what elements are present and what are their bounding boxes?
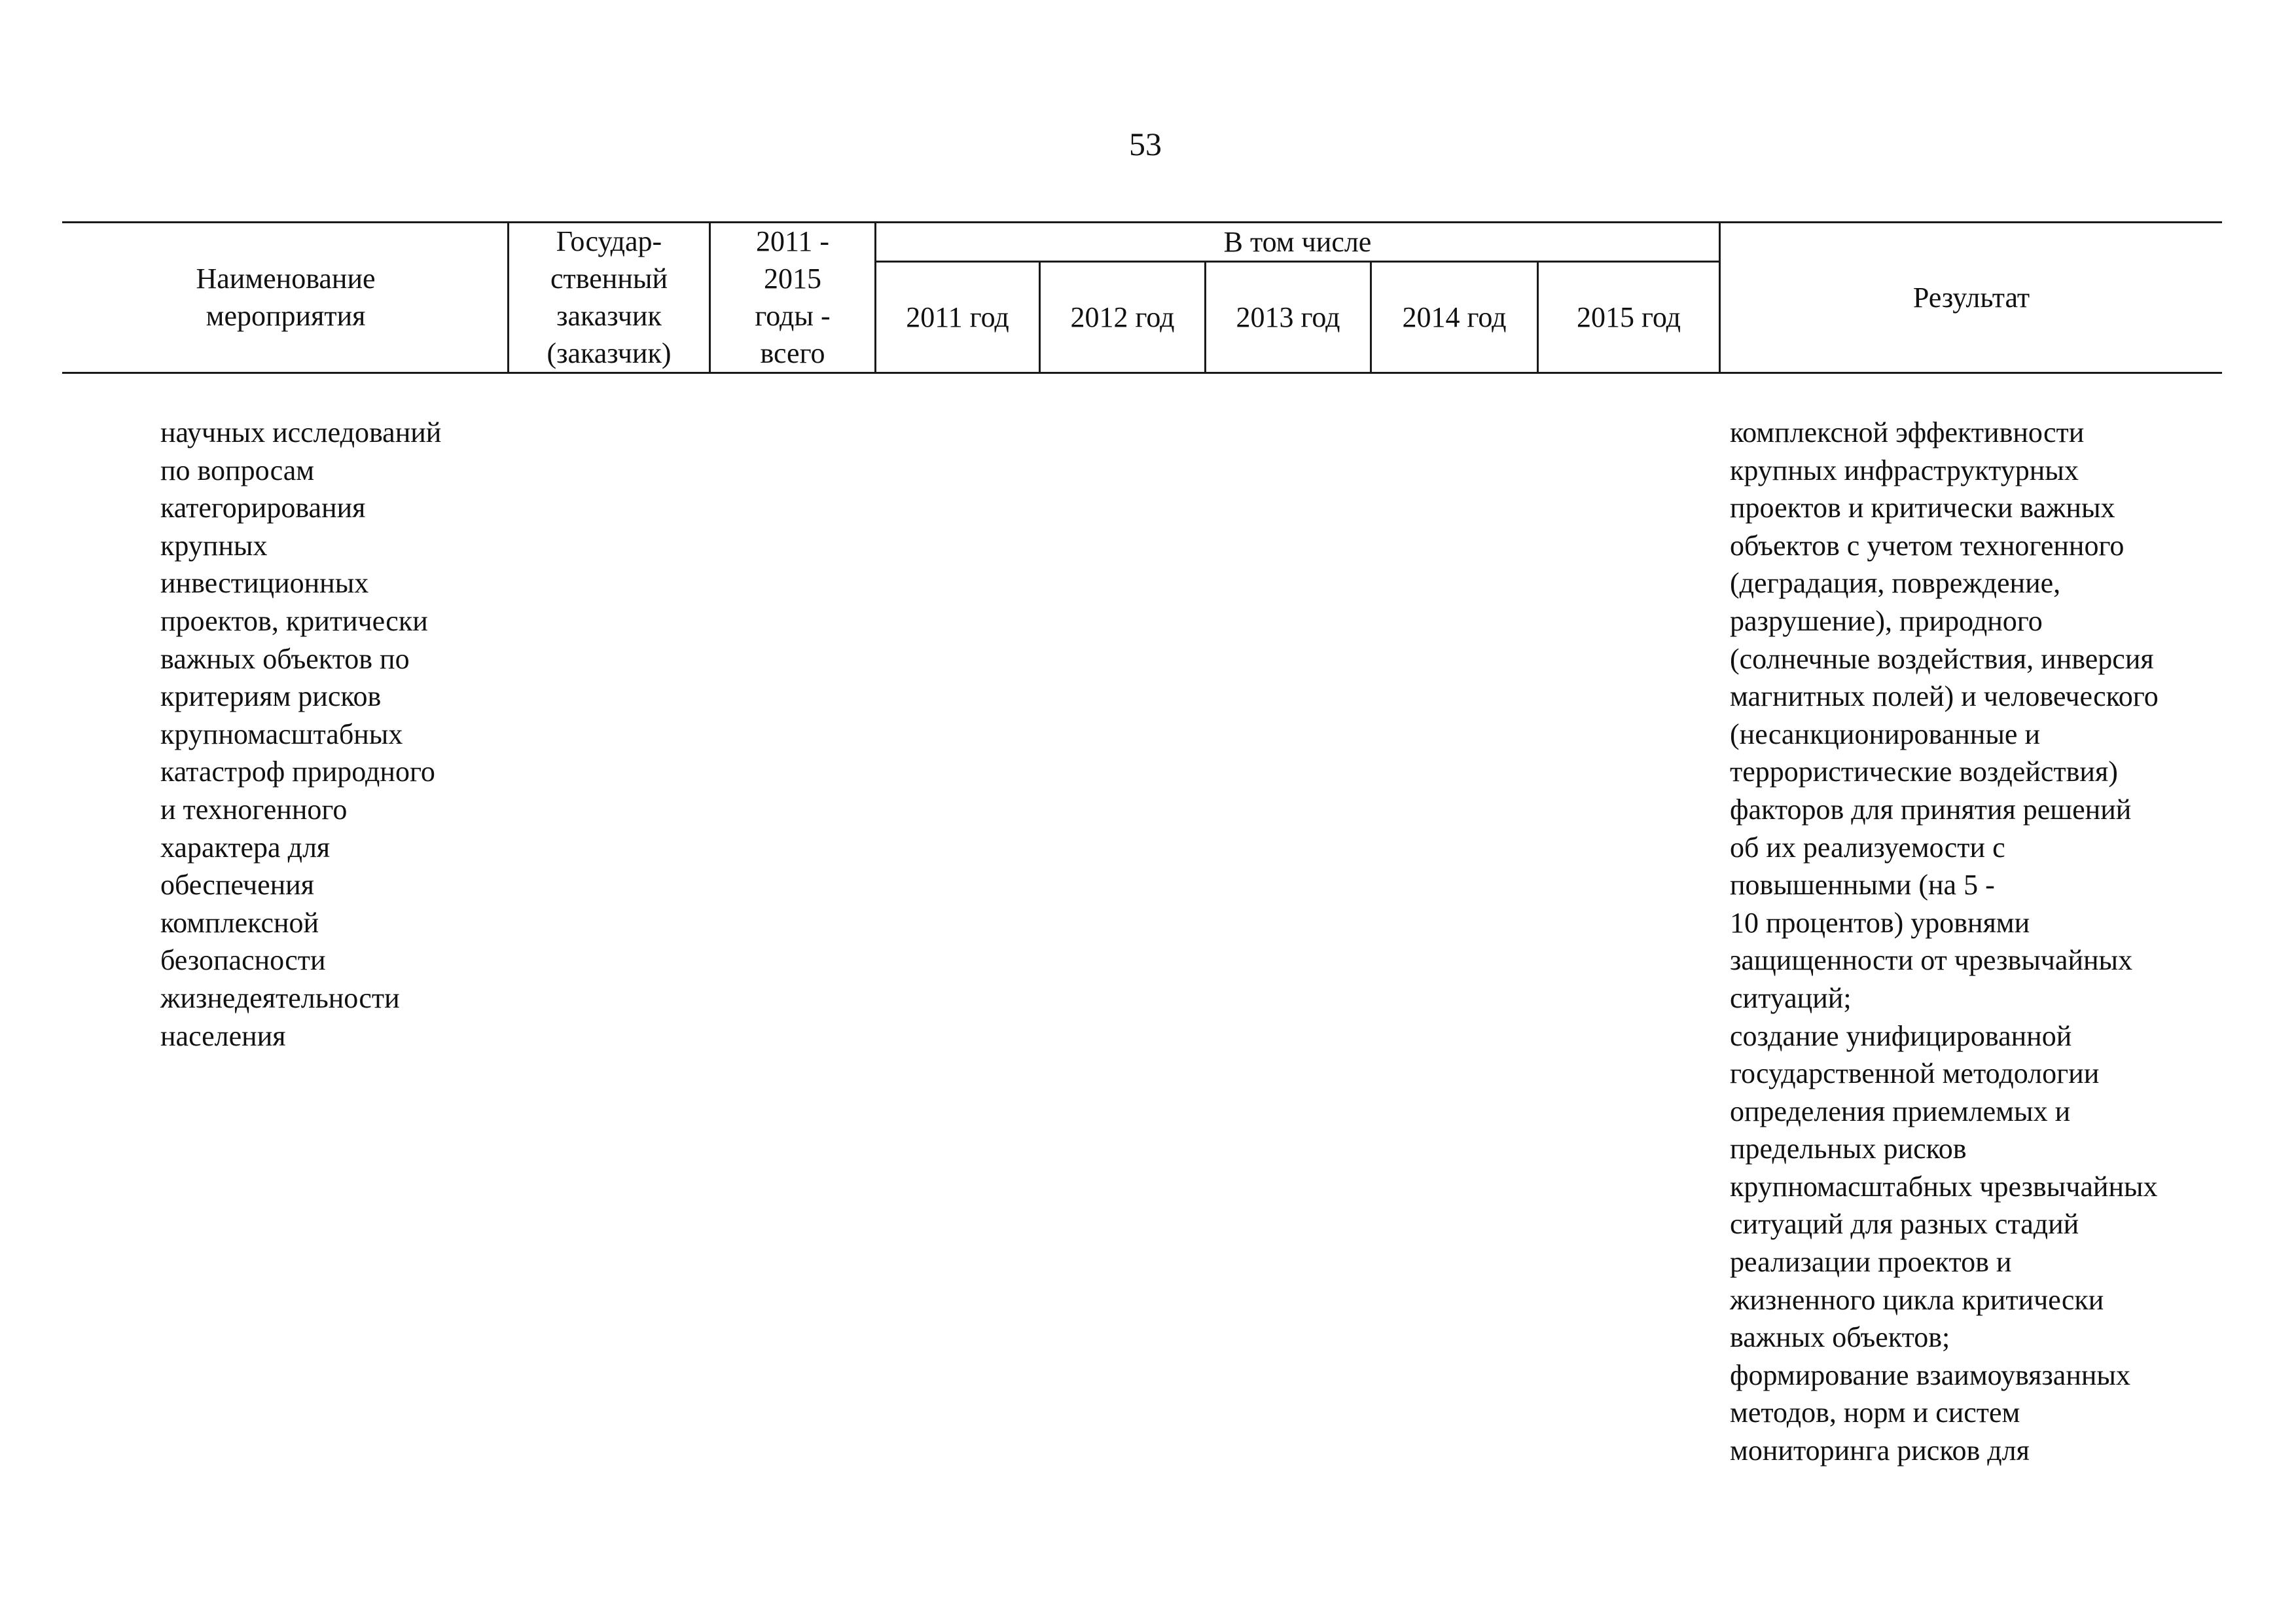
page-number: 53 <box>1129 126 1162 162</box>
header-name: Наименование мероприятия <box>196 263 376 332</box>
header-total: 2011 - 2015 годы - всего <box>755 225 831 369</box>
header-bottom-rule <box>62 372 2222 374</box>
header-year-2012: 2012 год <box>1070 301 1175 333</box>
header-including: В том числе <box>1223 225 1372 258</box>
header-result: Результат <box>1912 281 2030 314</box>
header-year-2015: 2015 год <box>1576 301 1681 333</box>
header-year-2014: 2014 год <box>1402 301 1507 333</box>
row-name-cell: научных исследований по вопросам категорирования крупных инвестиционных проектов, критически важных объектов по критериям рисков крупномасштабных катастроф природного и техногенного характера для обеспечения комплексной безопасности жизнедеятельности населения <box>160 416 442 1052</box>
header-customer: Государ- ственный заказчик (заказчик) <box>547 225 672 369</box>
header-year-2013: 2013 год <box>1236 301 1340 333</box>
row-result-cell: комплексной эффективности крупных инфраструктурных проектов и критически важных объектов с учетом техногенного (деградация, повреждение, разрушение), природного (солнечные воздействия, инверсия магнитных полей) и человеческого (несанкционированные и террористические воздействия) факторов для принятия решений об их реализуемости с повышенными (на 5 - 10 процентов) уровнями защищенности от чрезвычайных ситуаций; создание унифицированной государственной методологии определения приемлемых и предельных рисков крупномасштабных чрезвычайных ситуаций для разных стадий реализации проектов и жизненного цикла критически важных объектов; формирование взаимоувязанных методов, норм и систем мониторинга рисков для <box>1730 416 2159 1467</box>
header-year-2011: 2011 год <box>906 301 1009 333</box>
